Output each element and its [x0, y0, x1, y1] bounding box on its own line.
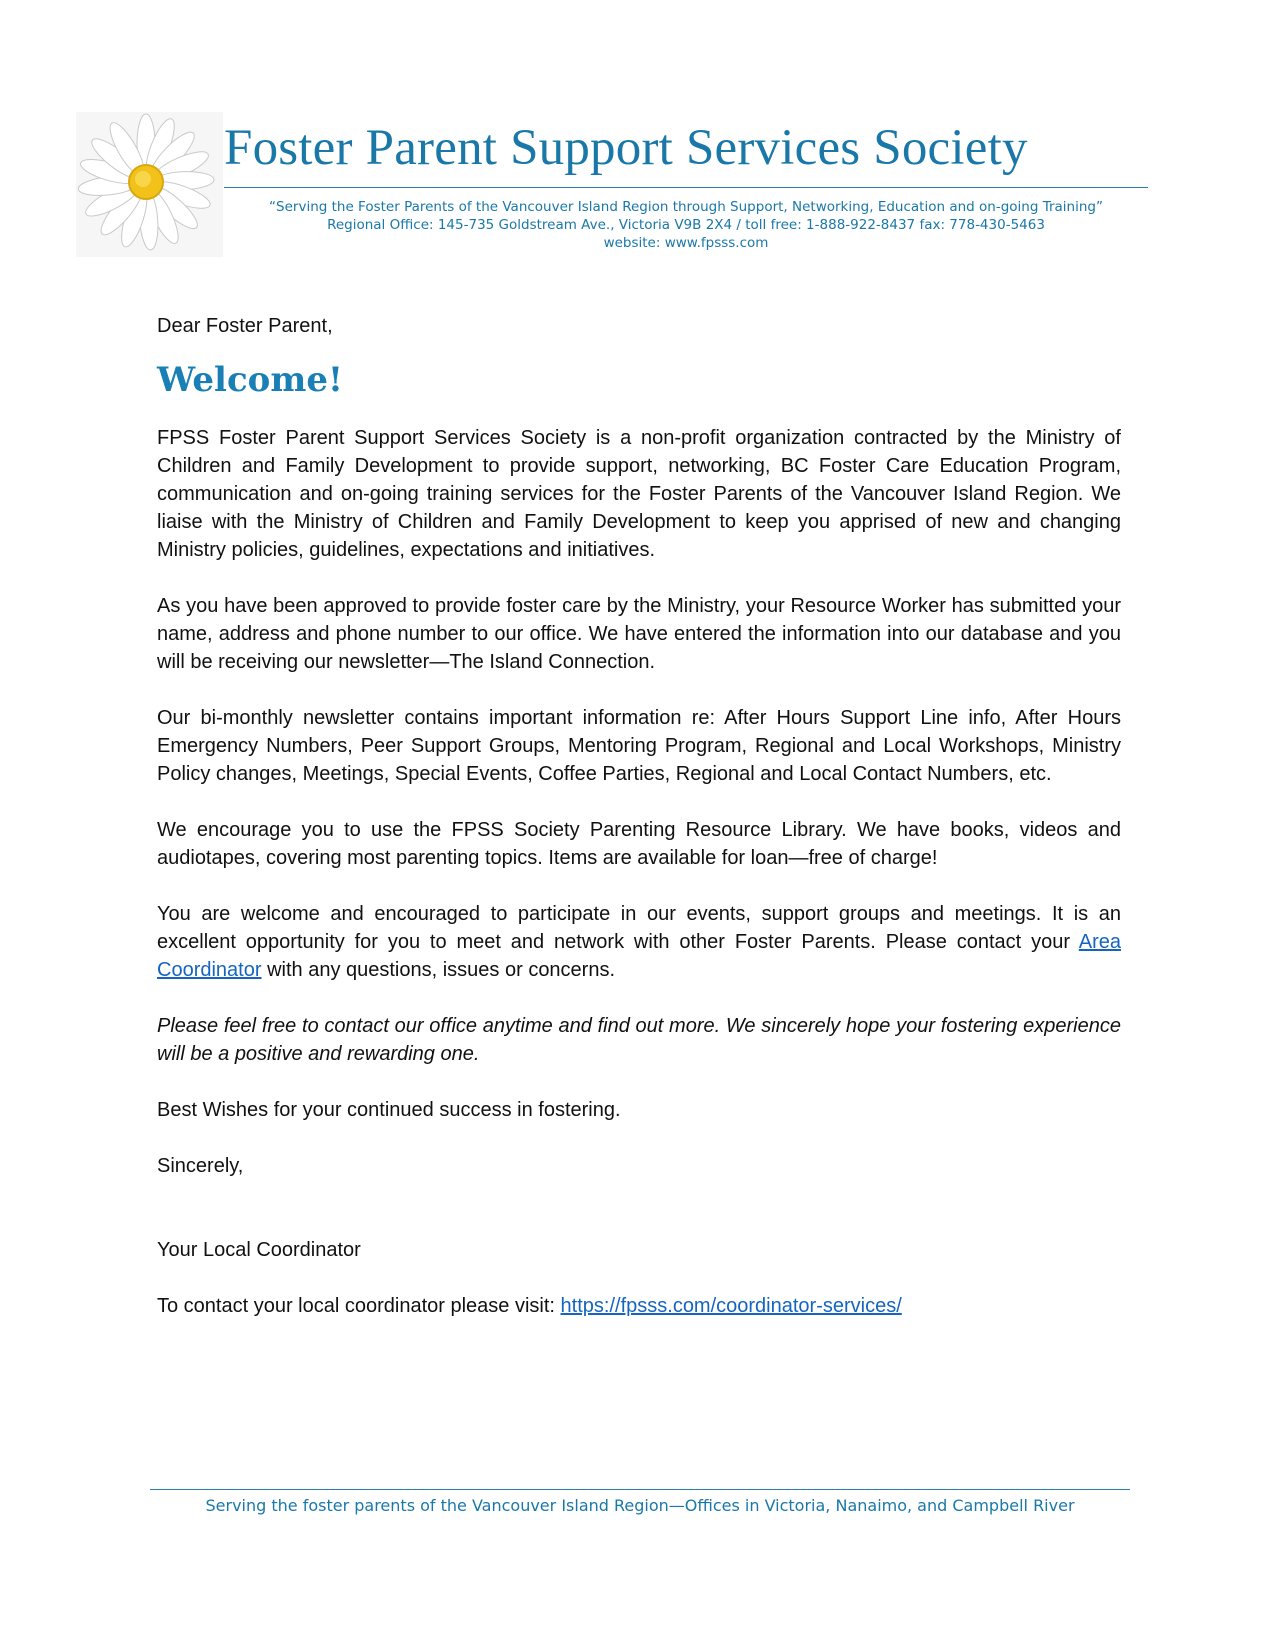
contact-prefix: To contact your local coordinator please visit: — [157, 1295, 561, 1317]
closing: Sincerely, — [157, 1155, 244, 1177]
paragraph-best-wishes: Best Wishes for your continued success in fostering. — [157, 1099, 621, 1121]
tagline: “Serving the Foster Parents of the Vancouver Island Region through Support, Networking, Education and on-going Training” — [269, 199, 1103, 215]
paragraph-contact-office: Please feel free to contact our office anytime and find out more. We sincerely hope your fostering experience will be a positive and rewarding one. — [157, 1015, 1121, 1065]
salutation: Dear Foster Parent, — [157, 315, 333, 337]
daisy-logo-icon — [76, 112, 223, 257]
paragraph-participate-text: You are welcome and encouraged to participate in our events, support groups and meetings. It is an excellent opportunity for you to meet and network with other Foster Parents. Please contact your — [157, 903, 1121, 953]
coordinator-services-link[interactable]: https://fpsss.com/coordinator-services/ — [560, 1295, 902, 1317]
paragraph-approval: As you have been approved to provide foster care by the Ministry, your Resource Worker has submitted your name, address and phone number to our office. We have entered the information into our database and you will be receiving our newsletter—The Island Connection. — [157, 595, 1121, 673]
paragraph-intro: FPSS Foster Parent Support Services Society is a non-profit organization contracted by the Ministry of Children and Family Development to provide support, networking, BC Foster Care Education Program, communication and on-going training services for the Foster Parents of the Vancouver Island Region. We liaise with the Ministry of Children and Family Development to keep you apprised of new and changing Ministry policies, guidelines, expectations and initiatives. — [157, 427, 1121, 561]
paragraph-library: We encourage you to use the FPSS Society Parenting Resource Library. We have books, videos and audiotapes, covering most parenting topics. Items are available for loan—free of charge! — [157, 819, 1121, 869]
letterhead-details — [224, 198, 1148, 252]
paragraph-participate-tail: with any questions, issues or concerns. — [261, 959, 616, 981]
header-divider — [224, 187, 1148, 188]
website-line: website: www.fpsss.com — [603, 235, 769, 251]
footer-divider — [150, 1489, 1130, 1490]
paragraph-participate — [157, 900, 1121, 984]
footer-text: Serving the foster parents of the Vancouver Island Region—Offices in Victoria, Nanaimo, and Campbell River — [205, 1496, 1075, 1515]
contact-line — [157, 1292, 1121, 1320]
signature: Your Local Coordinator — [157, 1239, 361, 1261]
office-contact-line: Regional Office: 145-735 Goldstream Ave., Victoria V9B 2X4 / toll free: 1-888-922-8437 fax: 778-430-5463 — [327, 217, 1045, 233]
welcome-heading: Welcome! — [157, 360, 343, 400]
area-coordinator-link[interactable]: Area Coordinator — [157, 931, 1121, 981]
org-title: Foster Parent Support Services Society — [224, 120, 1028, 176]
letter-body — [157, 312, 1121, 1320]
paragraph-newsletter: Our bi-monthly newsletter contains important information re: After Hours Support Line info, After Hours Emergency Numbers, Peer Support Groups, Mentoring Program, Regional and Local Workshops, Ministry Policy changes, Meetings, Special Events, Coffee Parties, Regional and Local Contact Numbers, etc. — [157, 707, 1121, 785]
